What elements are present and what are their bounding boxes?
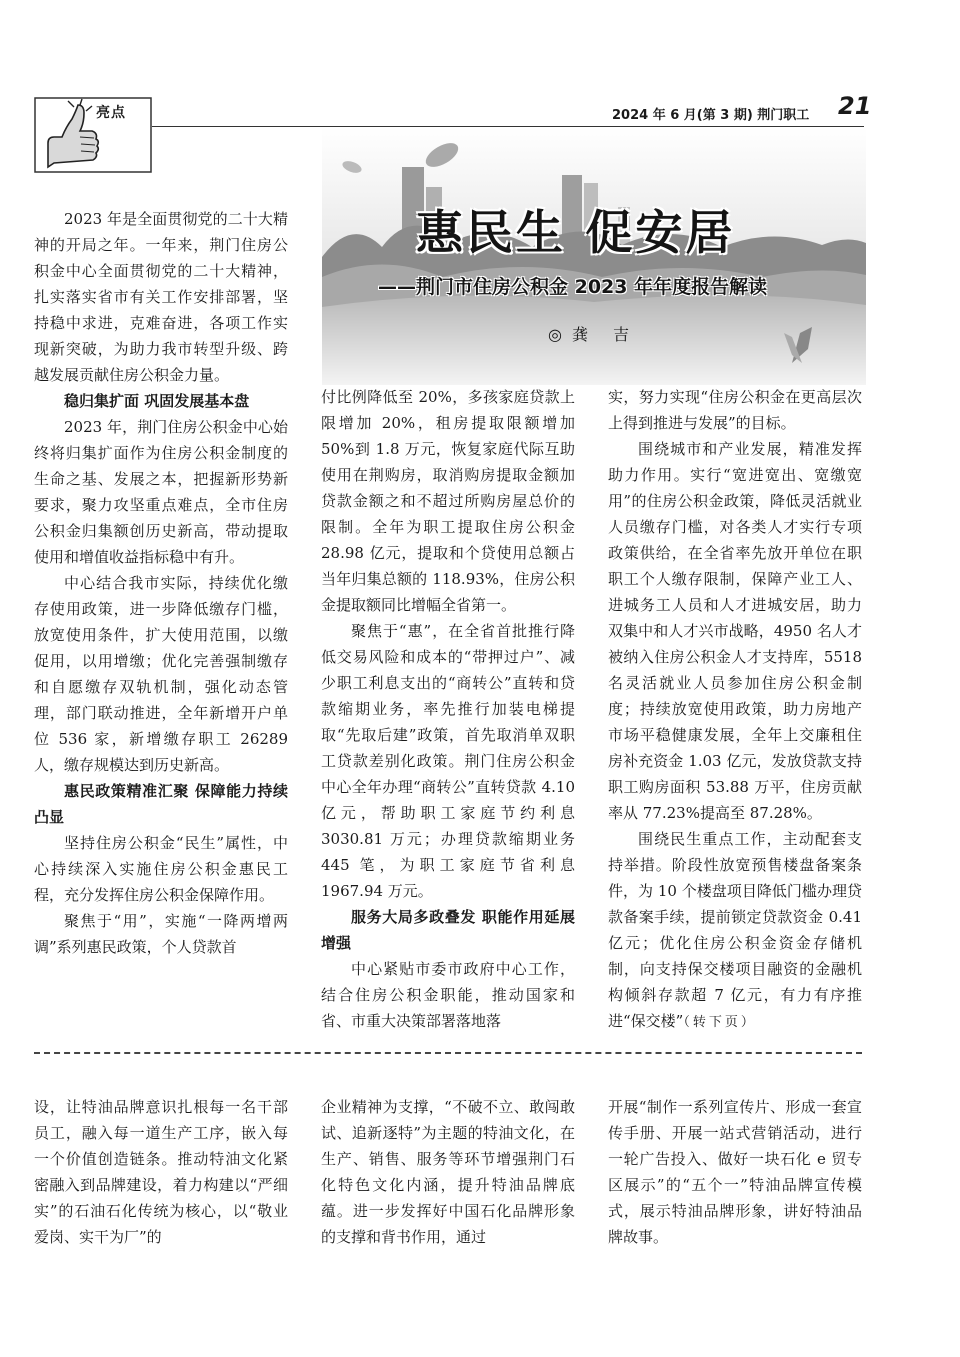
paragraph: 聚焦于“惠”，在全省首批推行降低交易风险和成本的“带押过户”、减少职工利息支出的“商转公”直转和贷款缩期业务，率先推行加装电梯提取“先取后建”政策，首先取消单双职工贷款差别化政策。荆门住房公积金中心全年办理“商转公”直转贷款 4.10 亿元，帮助职工家庭节约利息 3030.81 万元；办理贷款缩期业务 445 笔，为职工家庭节省利息 1967.94 万元。 [321, 622, 575, 900]
article-column-2 [321, 384, 575, 1034]
article-author: ◎龚 吉 [548, 325, 640, 344]
paragraph: 实，努力实现“住房公积金在更高层次上得到推进与发展”的目标。 [608, 388, 862, 432]
paragraph: 企业精神为支撑，“不破不立、敢闯敢试、追新逐特”为主题的特油文化，在生产、销售、服务等环节增强荆门石化特色文化内涵，提升特油品牌底蕴。进一步发挥好中国石化品牌形象的支撑和背书作用，通过 [321, 1098, 575, 1246]
paragraph: 开展“制作一系列宣传片、形成一套宣传手册、开展一站式营销活动，进行一轮广告投入、做好一块石化 e 贸专区展示”的“五个一”特油品牌宣传模式，展示特油品牌形象，讲好特油品牌故事。 [608, 1098, 862, 1246]
paragraph: 中心结合我市实际，持续优化缴存使用政策，进一步降低缴存门槛，放宽使用条件，扩大使用范围，以缴促用，以用增缴；优化完善强制缴存和自愿缴存双轨机制，强化动态管理，部门联动推进，全年新增开户单位 536 家，新增缴存职工 26289 人，缴存规模达到历史新高。 [34, 574, 288, 774]
issue-info: 2024 年 6 月(第 3 期) 荆门职工 [612, 108, 810, 123]
continued-next-page: （转下页） [683, 1015, 757, 1030]
paragraph-text: 围绕民生重点工作，主动配套支持举措。阶段性放宽预售楼盘备案条件，为 10 个楼盘项目降低门槛办理贷款备案手续，提前锁定贷款资金 0.41 亿元；优化住房公积金资金存储机制，向支持保交楼项目融资的金融机构倾斜存款超 7 亿元，有力有序推进“保交楼” [608, 830, 862, 1030]
paragraph: 2023 年，荆门住房公积金中心始终将归集扩面作为住房公积金制度的生命之基、发展之本，把握新形势新要求，聚力攻坚重点难点，全市住房公积金归集额创历史新高，带动提取使用和增值收益指标稳中有升。 [34, 418, 288, 566]
section-heading: 服务大局多政叠发 职能作用延展增强 [321, 908, 575, 952]
article-title: 惠民生 促安居 [416, 206, 736, 261]
paragraph: 付比例降低至 20%，多孩家庭贷款上限增加 20%，租房提取限额增加 50%到 1.8 万元，恢复家庭代际互助使用在荆购房，取消购房提取金额加贷款金额之和不超过所购房屋总价的限制。全年为职工提取住房公积金 28.98 亿元，提取和个贷使用总额占当年归集总额的 118.93%，住房公积金提取额同比增幅全省第一。 [321, 388, 575, 614]
paragraph: 中心紧贴市委市政府中心工作，结合住房公积金职能，推动国家和省、市重大决策部署落地落 [321, 960, 575, 1030]
thumbs-up-icon [34, 97, 152, 173]
article-column-1 [34, 206, 288, 960]
paragraph: 坚持住房公积金“民生”属性，中心持续深入实施住房公积金惠民工程，充分发挥住房公积金保障作用。 [34, 834, 288, 904]
page-number: 21 [838, 92, 872, 120]
article-subtitle: ——荆门市住房公积金 2023 年年度报告解读 [378, 276, 768, 298]
article-column-3 [608, 384, 862, 1036]
paragraph: 聚焦于“用”，实施“一降两增两调”系列惠民政策，个人贷款首 [34, 912, 288, 956]
section-heading: 惠民政策精准汇聚 保障能力持续凸显 [34, 782, 288, 826]
section-divider [34, 1052, 862, 1054]
paragraph: 设，让特油品牌意识扎根每一名干部员工，融入每一道生产工序，嵌入每一个价值创造链条。推动特油文化紧密融入到品牌建设，着力构建以“严细实”的石油石化传统为核心，以“敬业爱岗、实干为厂”的 [34, 1098, 288, 1246]
paragraph: 围绕城市和产业发展，精准发挥助力作用。实行“宽进宽出、宽缴宽用”的住房公积金政策，降低灵活就业人员缴存门槛，对各类人才实行专项政策供给，在全省率先放开单位在职职工个人缴存限制，保障产业工人、进城务工人员和人才进城安居，助力双集中和人才兴市战略，4950 名人才被纳入住房公积金人才支持库，5518 名灵活就业人员参加住房公积金制度；持续放宽使用政策，助力房地产市场平稳健康发展，全年上交廉租住房补充资金 1.03 亿元，发放贷款支持职工购房面积 53.88 万平，住房贡献率从 77.23%提高至 87.28%。 [608, 440, 862, 822]
paragraph [608, 826, 862, 1036]
continued-column-3 [608, 1094, 862, 1250]
continued-column-1 [34, 1094, 288, 1250]
section-label: 亮点 [96, 105, 126, 121]
continued-column-2 [321, 1094, 575, 1250]
section-heading: 稳归集扩面 巩固发展基本盘 [64, 392, 250, 410]
paragraph: 2023 年是全面贯彻党的二十大精神的开局之年。一年来，荆门住房公积金中心全面贯彻党的二十大精神，扎实落实省市有关工作安排部署，坚持稳中求进，克难奋进，各项工作实现新突破，为助力我市转型升级、跨越发展贡献住房公积金力量。 [34, 210, 288, 384]
